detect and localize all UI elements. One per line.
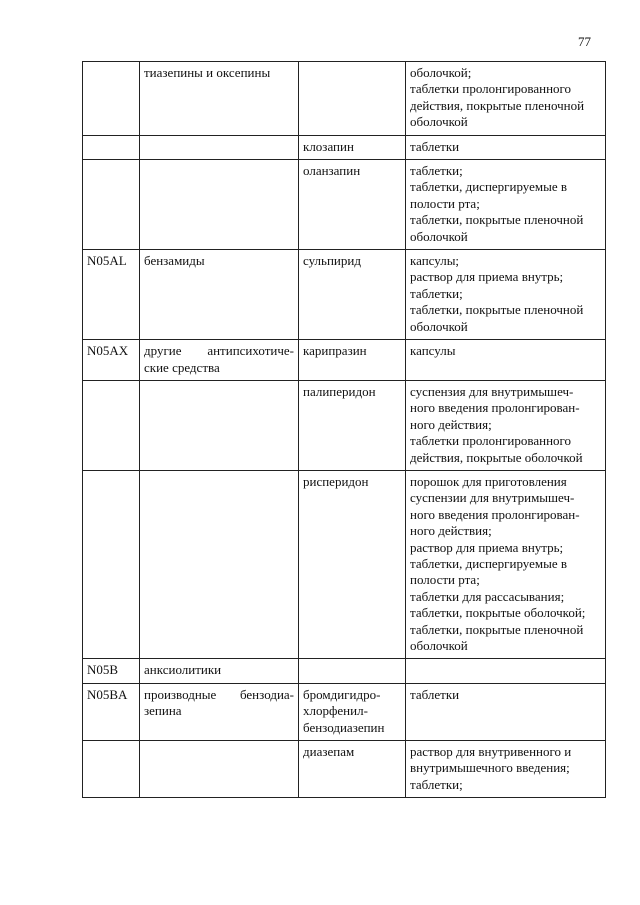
dosage-form-cell xyxy=(406,250,606,340)
atc-code-cell xyxy=(83,62,140,136)
dosage-form-line: таблетки пролонгированного xyxy=(410,433,572,449)
group-cell xyxy=(140,340,299,381)
drug-cell xyxy=(299,62,406,136)
dosage-form-line: таблетки для рассасывания; xyxy=(410,588,565,604)
dosage-form-line: ного действия; xyxy=(410,416,492,432)
drug-cell xyxy=(299,683,406,740)
dosage-form-line: таблетки; xyxy=(410,285,463,301)
dosage-form-line: таблетки, покрытые пленочной xyxy=(410,621,584,637)
dosage-form-line: таблетки, покрытые оболочкой; xyxy=(410,605,586,621)
table-row xyxy=(83,741,606,798)
dosage-form-line: капсулы; xyxy=(410,253,460,269)
dosage-form-line: оболочкой xyxy=(410,638,468,653)
dosage-form-line: таблетки; xyxy=(410,163,463,179)
drug-cell xyxy=(299,741,406,798)
atc-code-cell xyxy=(83,659,140,683)
atc-code-cell xyxy=(83,250,140,340)
table-row xyxy=(83,250,606,340)
table-row xyxy=(83,659,606,683)
dosage-form-line: ного введения пролонгирован- xyxy=(410,506,580,522)
table-body xyxy=(83,62,606,798)
dosage-form-line: действия, покрытые пленочной xyxy=(410,97,585,113)
table-row xyxy=(83,62,606,136)
atc-code-cell xyxy=(83,135,140,159)
dosage-form-line: полости рта; xyxy=(410,195,480,211)
atc-code: N05AL xyxy=(87,253,127,269)
dosage-form-line: таблетки, покрытые пленочной xyxy=(410,212,584,228)
drug-line: бромдигидро- xyxy=(303,686,381,702)
dosage-form-cell xyxy=(406,470,606,658)
dosage-form-line: ного действия; xyxy=(410,523,492,539)
atc-code: N05AX xyxy=(87,343,129,359)
atc-code-cell xyxy=(83,380,140,470)
group-line: другие антипсихотиче- xyxy=(144,343,294,359)
atc-code-cell xyxy=(83,160,140,250)
drug-line: клозапин xyxy=(303,138,354,154)
group-line: производные бензодиа- xyxy=(144,686,294,702)
dosage-form-line: действия, покрытые оболочкой xyxy=(410,449,583,465)
drug-line: рисперидон xyxy=(303,473,369,489)
drug-cell xyxy=(299,340,406,381)
atc-code: N05B xyxy=(87,662,119,678)
dosage-form-line: таблетки, диспергируемые в xyxy=(410,179,568,195)
dosage-form-line: раствор для приема внутрь; xyxy=(410,269,564,285)
table-row xyxy=(83,340,606,381)
dosage-form-line: капсулы xyxy=(410,343,456,359)
drug-cell xyxy=(299,135,406,159)
table-row xyxy=(83,160,606,250)
dosage-form-line: полости рта; xyxy=(410,572,480,588)
group-cell xyxy=(140,250,299,340)
page-number: 77 xyxy=(578,34,591,49)
group-cell xyxy=(140,741,299,798)
dosage-form-line: суспензии для внутримышеч- xyxy=(410,490,575,506)
dosage-form-line: таблетки, покрытые пленочной xyxy=(410,302,584,318)
group-cell xyxy=(140,470,299,658)
atc-code: N05BA xyxy=(87,686,128,702)
drug-line: бензодиазепин xyxy=(303,719,385,735)
atc-code-cell xyxy=(83,683,140,740)
atc-code-cell xyxy=(83,340,140,381)
group-cell xyxy=(140,160,299,250)
dosage-form-line: внутримышечного введения; xyxy=(410,760,570,776)
atc-code-cell xyxy=(83,470,140,658)
drug-line: оланзапин xyxy=(303,163,361,179)
table-row xyxy=(83,135,606,159)
group-cell xyxy=(140,683,299,740)
group-cell xyxy=(140,62,299,136)
dosage-form-line: раствор для приема внутрь; xyxy=(410,539,564,555)
dosage-form-line: порошок для приготовления xyxy=(410,473,567,489)
drug-cell xyxy=(299,250,406,340)
dosage-form-line: таблетки пролонгированного xyxy=(410,81,572,97)
dosage-form-line: оболочкой xyxy=(410,114,468,130)
dosage-form-cell xyxy=(406,741,606,798)
dosage-form-line: оболочкой xyxy=(410,228,468,244)
group-line: ские средства xyxy=(144,359,220,375)
drug-line: сульпирид xyxy=(303,253,361,269)
dosage-form-line: ного введения пролонгирован- xyxy=(410,400,580,416)
dosage-form-cell xyxy=(406,683,606,740)
drug-cell xyxy=(299,659,406,683)
group-cell xyxy=(140,659,299,683)
dosage-form-cell xyxy=(406,380,606,470)
drug-cell xyxy=(299,380,406,470)
dosage-form-cell xyxy=(406,659,606,683)
drug-cell xyxy=(299,470,406,658)
dosage-form-line: суспензия для внутримышеч- xyxy=(410,383,574,399)
dosage-form-line: таблетки; xyxy=(410,776,463,792)
group-cell xyxy=(140,135,299,159)
group-cell xyxy=(140,380,299,470)
table-row xyxy=(83,470,606,658)
drug-table xyxy=(82,61,606,798)
dosage-form-cell xyxy=(406,340,606,381)
dosage-form-line: раствор для внутривенного и xyxy=(410,744,572,760)
dosage-form-cell xyxy=(406,160,606,250)
group-line: бензамиды xyxy=(144,253,205,269)
drug-line: хлорфенил- xyxy=(303,703,368,719)
drug-line: карипразин xyxy=(303,343,367,359)
dosage-form-cell xyxy=(406,135,606,159)
dosage-form-line: таблетки, диспергируемые в xyxy=(410,555,568,571)
dosage-form-line: оболочкой; xyxy=(410,65,472,80)
group-line: анксиолитики xyxy=(144,662,222,678)
dosage-form-line: таблетки xyxy=(410,138,460,154)
table-row xyxy=(83,380,606,470)
dosage-form-line: таблетки xyxy=(410,686,460,702)
group-line: зепина xyxy=(144,703,182,719)
drug-cell xyxy=(299,160,406,250)
drug-line: диазепам xyxy=(303,744,355,760)
dosage-form-line: оболочкой xyxy=(410,318,468,334)
dosage-form-cell xyxy=(406,62,606,136)
atc-code-cell xyxy=(83,741,140,798)
table-row xyxy=(83,683,606,740)
drug-line: палиперидон xyxy=(303,383,376,399)
group-line: тиазепины и оксепины xyxy=(144,65,271,80)
